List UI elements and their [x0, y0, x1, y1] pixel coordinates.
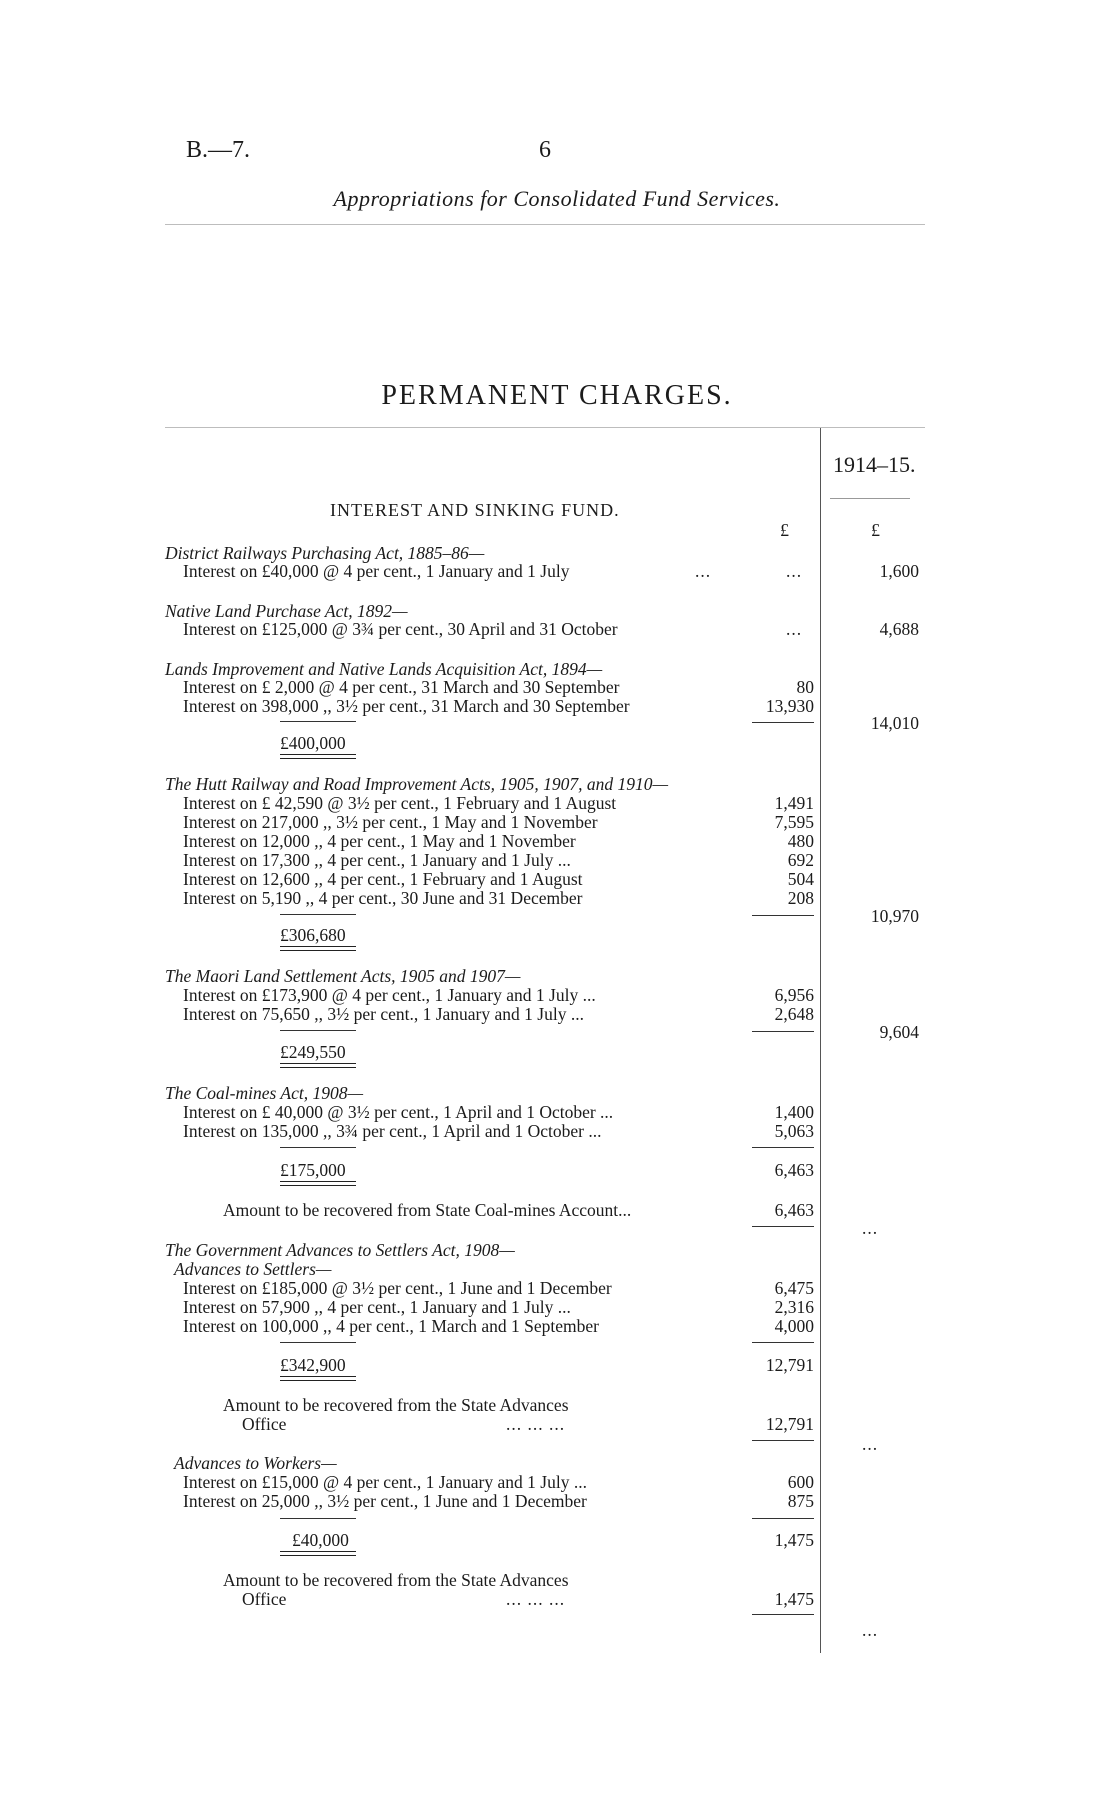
- workers-recovered-label: Amount to be recovered from the State Advances: [223, 1570, 569, 1590]
- native-total: 4,688: [879, 619, 919, 639]
- hutt-amount: 7,595: [774, 812, 814, 832]
- act-title-coal: The Coal-mines Act, 1908—: [165, 1083, 364, 1103]
- double-rule: [280, 1063, 356, 1068]
- maori-principal: £249,550: [280, 1042, 346, 1062]
- lands-amount: 80: [796, 677, 814, 697]
- native-interest-line: Interest on £125,000 @ 3¾ per cent., 30 April and 31 October: [183, 619, 618, 639]
- page-number: 6: [539, 137, 551, 163]
- page-title: PERMANENT CHARGES.: [381, 380, 733, 411]
- workers-principal: £40,000: [292, 1530, 349, 1550]
- hutt-amount: 480: [787, 831, 814, 851]
- settlers-interest-line: Interest on 100,000 ,, 4 per cent., 1 March and 1 September: [183, 1316, 599, 1336]
- maori-total: 9,604: [879, 1022, 919, 1042]
- hutt-amount: 504: [787, 869, 814, 889]
- sum-rule: [280, 1518, 356, 1519]
- settlers-amount: 6,475: [774, 1278, 814, 1298]
- lands-total: 14,010: [870, 713, 919, 733]
- section-heading: INTEREST AND SINKING FUND.: [330, 500, 620, 520]
- currency-left: £: [780, 520, 789, 540]
- sum-rule: [280, 914, 356, 915]
- sub-heading-workers: Advances to Workers—: [174, 1453, 337, 1473]
- hutt-amount: 692: [787, 850, 814, 870]
- coal-amount: 5,063: [774, 1121, 814, 1141]
- workers-total: ...: [862, 1620, 879, 1640]
- settlers-total: ...: [862, 1434, 879, 1454]
- currency-right: £: [871, 520, 880, 540]
- coal-principal: £175,000: [280, 1160, 346, 1180]
- maori-amount: 2,648: [774, 1004, 814, 1024]
- settlers-amount: 4,000: [774, 1316, 814, 1336]
- hutt-total: 10,970: [870, 906, 919, 926]
- year-rule: [830, 498, 910, 499]
- leader-dots: ...: [786, 619, 803, 639]
- header-rule: [165, 224, 925, 225]
- coal-subtotal: 6,463: [774, 1160, 814, 1180]
- district-interest-line: Interest on £40,000 @ 4 per cent., 1 January and 1 July: [183, 561, 570, 581]
- hutt-interest-line: Interest on 5,190 ,, 4 per cent., 30 June and 31 December: [183, 888, 583, 908]
- double-rule: [280, 1181, 356, 1186]
- double-rule: [280, 1376, 356, 1381]
- sum-rule: [280, 1342, 356, 1343]
- leader-dots: ... ... ...: [506, 1589, 566, 1609]
- leader-dots: ... ... ...: [506, 1414, 566, 1434]
- settlers-recovered-label: Office: [242, 1414, 287, 1434]
- title-rule: [165, 427, 925, 428]
- hutt-interest-line: Interest on 12,000 ,, 4 per cent., 1 May and 1 November: [183, 831, 576, 851]
- sum-rule: [752, 915, 814, 916]
- lands-interest-line: Interest on £ 2,000 @ 4 per cent., 31 March and 30 September: [183, 677, 620, 697]
- sum-rule: [752, 1518, 814, 1519]
- leader-dots: ...: [786, 561, 803, 581]
- sum-rule: [280, 1147, 356, 1148]
- coal-amount: 1,400: [774, 1102, 814, 1122]
- lands-amount: 13,930: [765, 696, 814, 716]
- sum-rule: [280, 1030, 356, 1031]
- settlers-subtotal: 12,791: [765, 1355, 814, 1375]
- coal-interest-line: Interest on £ 40,000 @ 3½ per cent., 1 April and 1 October ...: [183, 1102, 614, 1122]
- workers-subtotal: 1,475: [774, 1530, 814, 1550]
- hutt-interest-line: Interest on 217,000 ,, 3½ per cent., 1 May and 1 November: [183, 812, 598, 832]
- act-title-gov: The Government Advances to Settlers Act, 1908—: [165, 1240, 515, 1260]
- leader-dots: ...: [695, 561, 712, 581]
- sub-heading-settlers: Advances to Settlers—: [174, 1259, 332, 1279]
- settlers-recovered-amount: 12,791: [765, 1414, 814, 1434]
- hutt-principal: £306,680: [280, 925, 346, 945]
- maori-interest-line: Interest on 75,650 ,, 3½ per cent., 1 January and 1 July ...: [183, 1004, 584, 1024]
- settlers-amount: 2,316: [774, 1297, 814, 1317]
- coal-recovered-label: Amount to be recovered from State Coal-mines Account...: [223, 1200, 632, 1220]
- double-rule: [280, 754, 356, 759]
- lands-principal: £400,000: [280, 733, 346, 753]
- coal-interest-line: Interest on 135,000 ,, 3¾ per cent., 1 April and 1 October ...: [183, 1121, 602, 1141]
- act-title-district: District Railways Purchasing Act, 1885–86—: [165, 543, 485, 563]
- settlers-interest-line: Interest on £185,000 @ 3½ per cent., 1 June and 1 December: [183, 1278, 612, 1298]
- coal-recovered-amount: 6,463: [774, 1200, 814, 1220]
- hutt-interest-line: Interest on £ 42,590 @ 3½ per cent., 1 February and 1 August: [183, 793, 617, 813]
- workers-recovered-label: Office: [242, 1589, 287, 1609]
- hutt-interest-line: Interest on 12,600 ,, 4 per cent., 1 February and 1 August: [183, 869, 583, 889]
- maori-amount: 6,956: [774, 985, 814, 1005]
- sum-rule: [752, 722, 814, 723]
- coal-total: ...: [862, 1218, 879, 1238]
- act-title-native: Native Land Purchase Act, 1892—: [165, 601, 408, 621]
- act-title-hutt: The Hutt Railway and Road Improvement Acts, 1905, 1907, and 1910—: [165, 774, 669, 794]
- settlers-principal: £342,900: [280, 1355, 346, 1375]
- sum-rule: [752, 1147, 814, 1148]
- workers-amount: 600: [787, 1472, 814, 1492]
- workers-interest-line: Interest on £15,000 @ 4 per cent., 1 January and 1 July ...: [183, 1472, 587, 1492]
- sum-rule: [752, 1614, 814, 1615]
- act-title-maori: The Maori Land Settlement Acts, 1905 and 1907—: [165, 966, 521, 986]
- act-title-lands: Lands Improvement and Native Lands Acquisition Act, 1894—: [165, 659, 603, 679]
- workers-interest-line: Interest on 25,000 ,, 3½ per cent., 1 June and 1 December: [183, 1491, 587, 1511]
- double-rule: [280, 1551, 356, 1556]
- column-divider: [820, 428, 821, 1653]
- document-code: B.—7.: [186, 137, 251, 163]
- double-rule: [280, 946, 356, 951]
- hutt-amount: 208: [787, 888, 814, 908]
- hutt-interest-line: Interest on 17,300 ,, 4 per cent., 1 January and 1 July ...: [183, 850, 571, 870]
- settlers-interest-line: Interest on 57,900 ,, 4 per cent., 1 January and 1 July ...: [183, 1297, 571, 1317]
- workers-amount: 875: [787, 1491, 814, 1511]
- sum-rule: [752, 1031, 814, 1032]
- district-total: 1,600: [879, 561, 919, 581]
- sum-rule: [752, 1440, 814, 1441]
- sum-rule: [752, 1342, 814, 1343]
- year-heading: 1914–15.: [833, 452, 916, 477]
- settlers-recovered-label: Amount to be recovered from the State Advances: [223, 1395, 569, 1415]
- sum-rule: [280, 721, 356, 722]
- lands-interest-line: Interest on 398,000 ,, 3½ per cent., 31 March and 30 September: [183, 696, 630, 716]
- sum-rule: [752, 1226, 814, 1227]
- hutt-amount: 1,491: [774, 793, 814, 813]
- workers-recovered-amount: 1,475: [774, 1589, 814, 1609]
- page-subtitle: Appropriations for Consolidated Fund Services.: [333, 186, 781, 211]
- maori-interest-line: Interest on £173,900 @ 4 per cent., 1 January and 1 July ...: [183, 985, 596, 1005]
